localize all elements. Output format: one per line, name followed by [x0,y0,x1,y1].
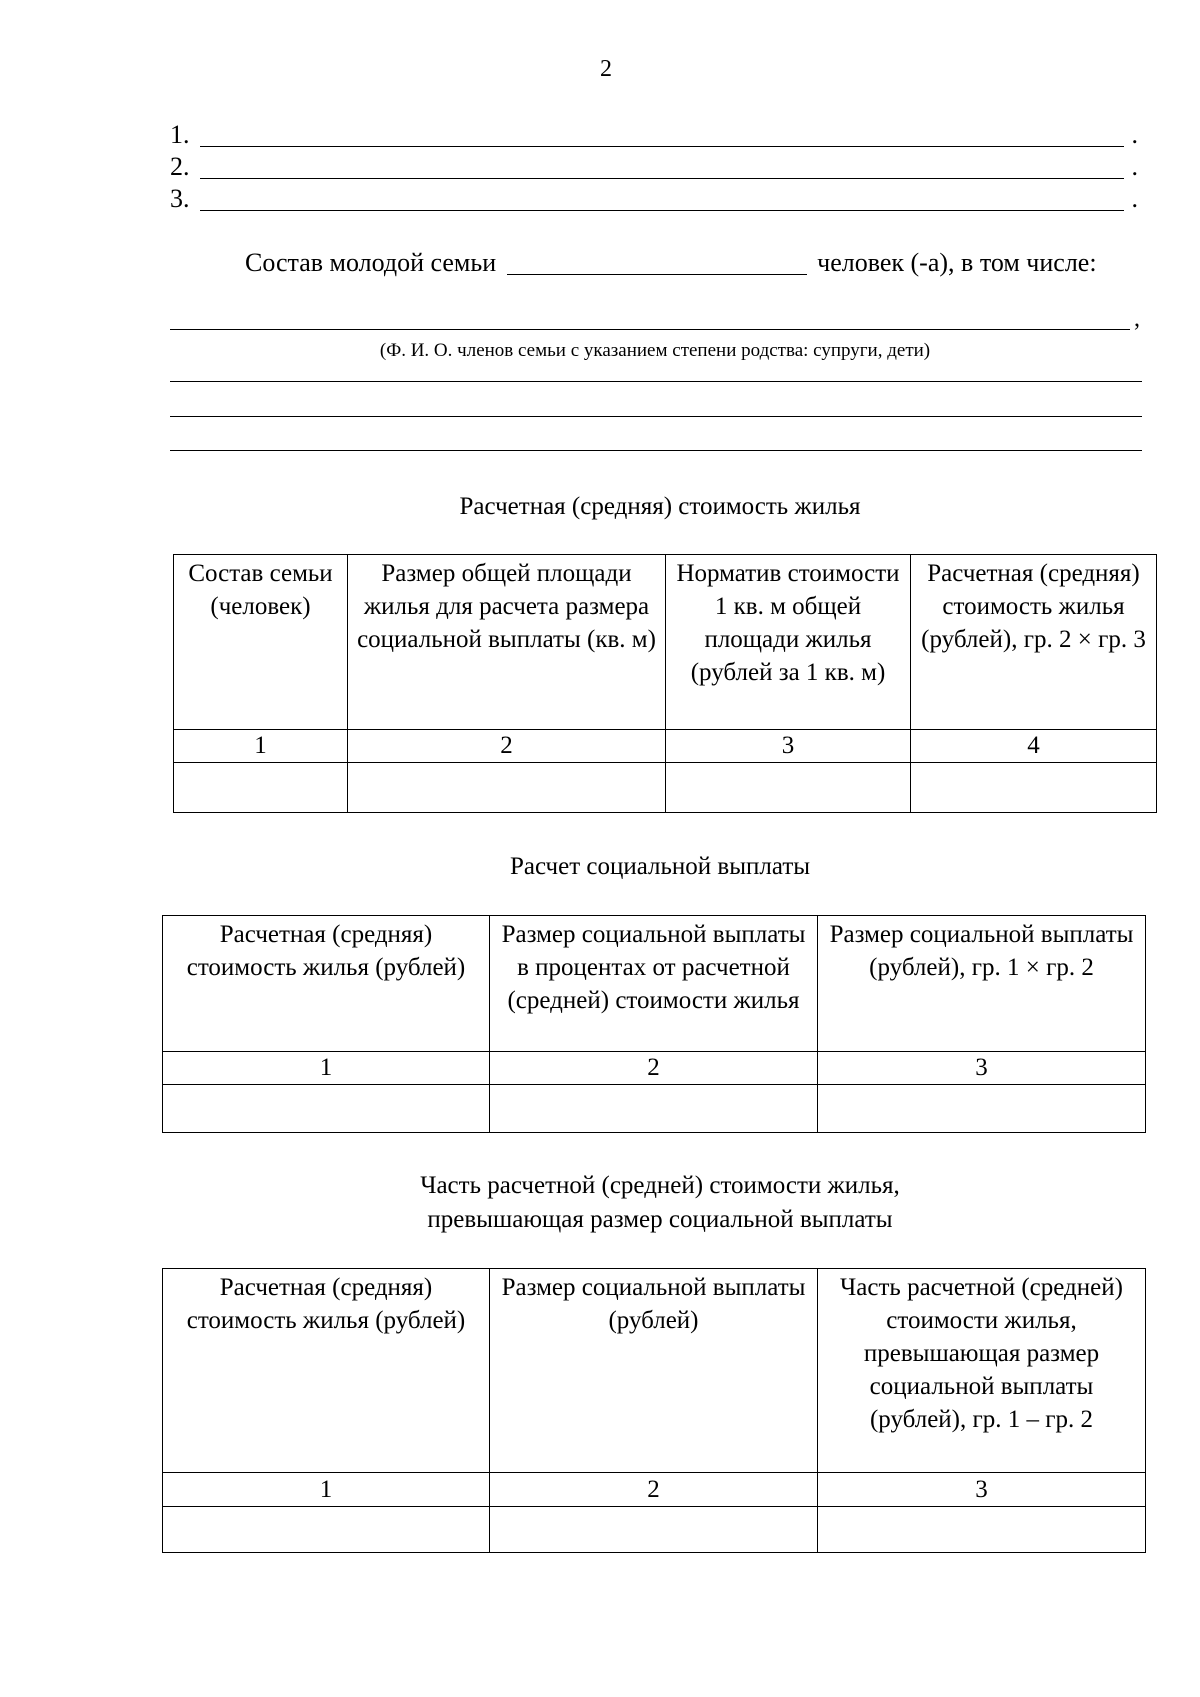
page-number: 2 [600,56,612,82]
table-index-row [163,1052,1146,1085]
blank-line-1[interactable] [200,146,1124,147]
table-data-row [163,1085,1146,1133]
table-data-row [163,1507,1146,1553]
blank-line-3[interactable] [200,210,1124,211]
column-index: 1 [163,1052,490,1085]
table-data-row [174,763,1157,813]
social-payment-table [162,915,1146,1133]
data-cell[interactable] [163,1085,490,1133]
table-index-row [174,730,1157,763]
family-members-line-2[interactable] [170,381,1142,382]
table-header-cell: Норматив стоимости 1 кв. м общей площади жилья (рублей за 1 кв. м) [666,555,911,730]
family-members-caption: (Ф. И. О. членов семьи с указанием степени родства: супруги, дети) [379,340,931,361]
column-index: 2 [348,730,666,763]
column-index: 2 [490,1052,818,1085]
data-cell[interactable] [818,1507,1146,1553]
data-cell[interactable] [818,1085,1146,1133]
table2-title: Расчет социальной выплаты [509,853,811,880]
table-header-cell: Размер социальной выплаты в процентах от расчетной (средней) стоимости жилья [490,916,818,1052]
family-count-blank[interactable] [507,248,807,275]
composition-suffix: человек (-а), в том числе: [817,248,1097,277]
line-end: . [1131,120,1138,149]
table-header-row [163,1269,1146,1473]
table-index-row [163,1473,1146,1507]
family-members-line-1[interactable] [170,329,1130,330]
data-cell[interactable] [174,763,348,813]
column-index: 4 [911,730,1157,763]
column-index: 3 [818,1473,1146,1507]
column-index: 3 [818,1052,1146,1085]
table-header-cell: Состав семьи (человек) [174,555,348,730]
composition-prefix: Состав молодой семьи [245,248,497,277]
table-header-cell: Размер социальной выплаты (рублей) [490,1269,818,1473]
data-cell[interactable] [666,763,911,813]
table-header-cell: Расчетная (средняя) стоимость жилья (рублей) [163,1269,490,1473]
column-index: 2 [490,1473,818,1507]
line-end: . [1131,152,1138,181]
table-header-cell: Часть расчетной (средней) стоимости жилья, превышающая размер социальной выплаты (рублей), гр. 1 – гр. 2 [818,1269,1146,1473]
excess-cost-table [162,1268,1146,1553]
line-comma: , [1134,306,1140,332]
table1-title: Расчетная (средняя) стоимость жилья [459,493,861,520]
data-cell[interactable] [348,763,666,813]
table-header-row [174,555,1157,730]
table-header-cell: Расчетная (средняя) стоимость жилья (рублей) [163,916,490,1052]
table3-title-line1: Часть расчетной (средней) стоимости жилья, [420,1172,900,1199]
line-number: 3. [170,184,190,213]
blank-line-2[interactable] [200,178,1124,179]
numbered-line-1 [170,120,1138,150]
numbered-line-3 [170,184,1138,214]
data-cell[interactable] [163,1507,490,1553]
data-cell[interactable] [490,1085,818,1133]
line-end: . [1131,184,1138,213]
family-members-line-3[interactable] [170,416,1142,417]
line-number: 1. [170,120,190,149]
table3-title-line2: превышающая размер социальной выплаты [427,1206,893,1233]
table-header-row [163,916,1146,1052]
column-index: 3 [666,730,911,763]
column-index: 1 [174,730,348,763]
column-index: 1 [163,1473,490,1507]
table-header-cell: Размер общей площади жилья для расчета размера социальной выплаты (кв. м) [348,555,666,730]
numbered-line-2 [170,152,1138,182]
family-composition-line [245,248,1145,278]
table-header-cell: Расчетная (средняя) стоимость жилья (рублей), гр. 2 × гр. 3 [911,555,1157,730]
table-header-cell: Размер социальной выплаты (рублей), гр. 1 × гр. 2 [818,916,1146,1052]
line-number: 2. [170,152,190,181]
data-cell[interactable] [911,763,1157,813]
family-members-line-4[interactable] [170,450,1142,451]
housing-cost-table [173,554,1157,813]
data-cell[interactable] [490,1507,818,1553]
